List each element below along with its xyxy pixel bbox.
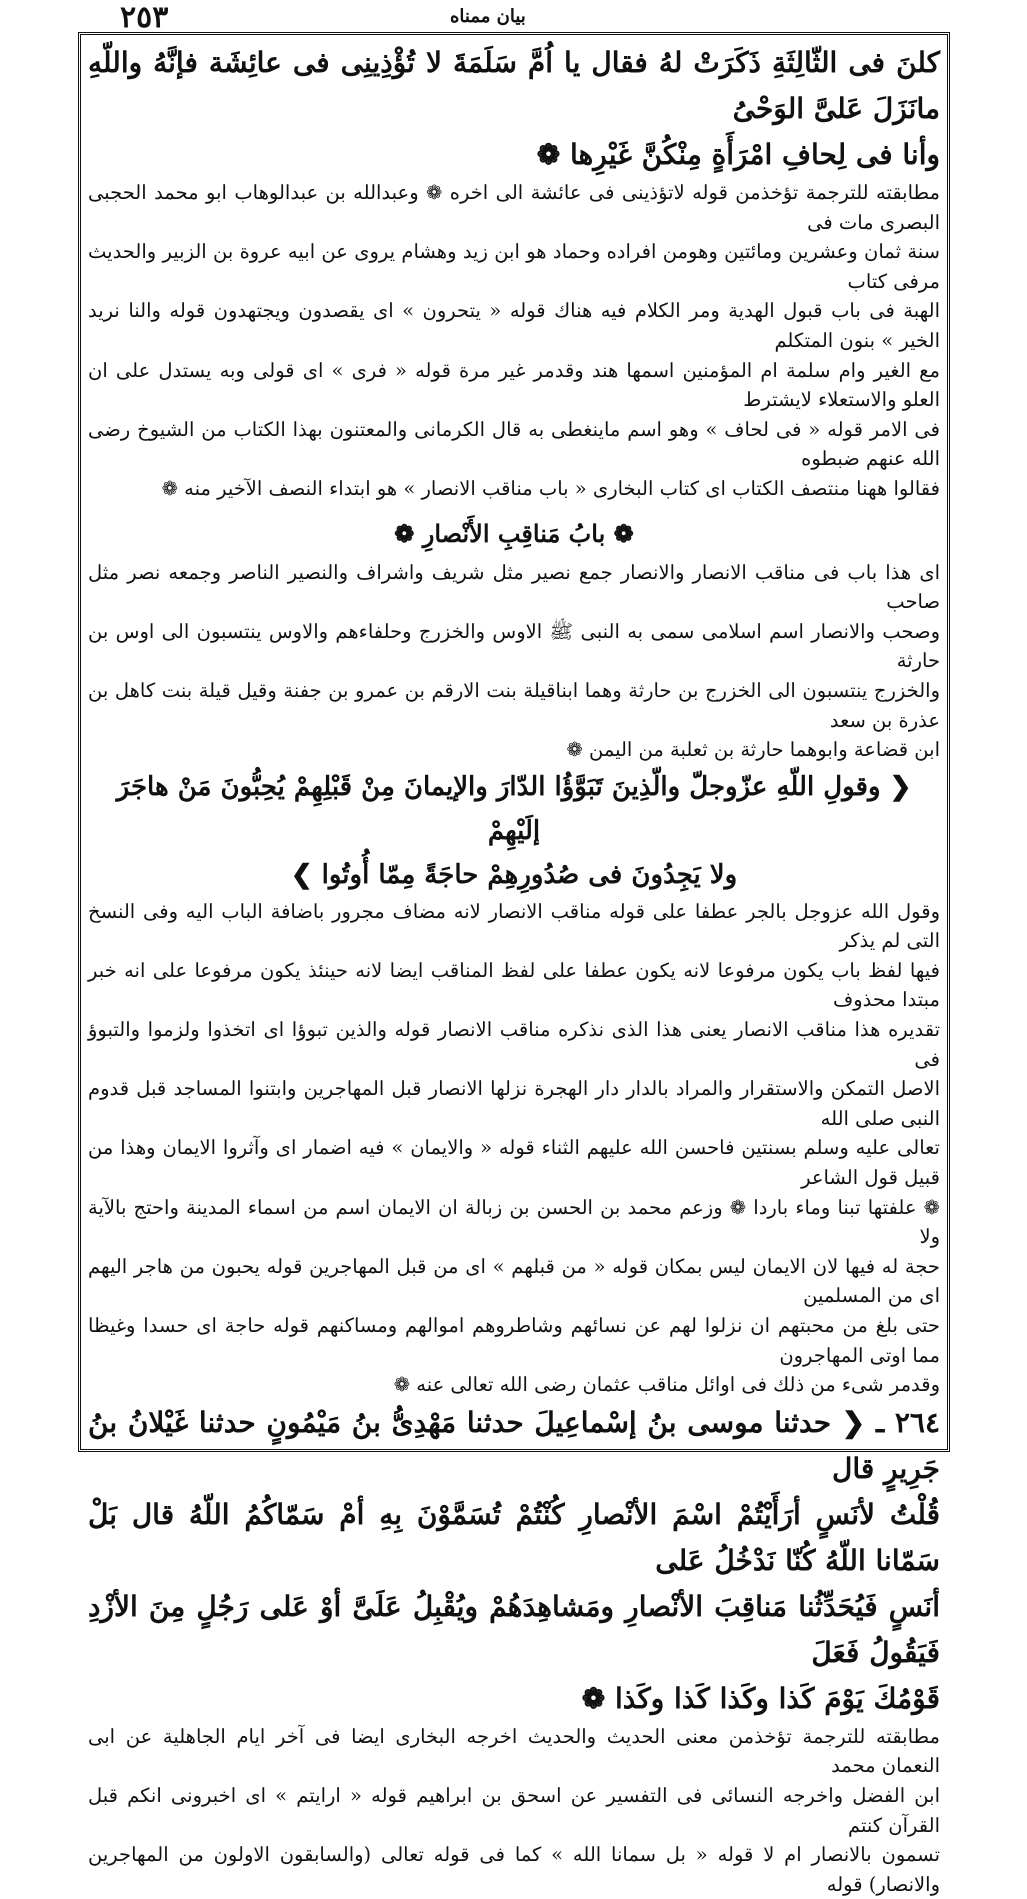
commentary-line: مطابقته للترجمة تؤخذمن معنى الحديث والحديث اخرجه البخارى ايضا فى آخر ايام الجاهلية عن ابى النعمان محمد [88, 1724, 940, 1778]
hadith-line: قَوْمُكَ يَوْمَ كَذا وكَذا كَذا وكَذا ❁ [581, 1681, 940, 1715]
hadith-line: وأنا فى لِحافِ امْرَأَةٍ مِنْكُنَّ غَيْرِها ❁ [536, 138, 940, 171]
commentary-line: وصحب والانصار اسم اسلامى سمى به النبى ﷺ الاوس والخزرج وحلفاءهم والاوس ينتسبون الى اوس بن حارثة [88, 619, 940, 673]
commentary-line: تسمون بالانصار ام لا قوله « بل سمانا الله » كما فى قوله تعالى (والسابقون الاولون من المهاجرين والانصار) قوله [88, 1843, 940, 1896]
commentary-line: فى الامر قوله « فى لحاف » وهو اسم ماينغطى به قال الكرمانى والمعتنون بهذا الكتاب من الشيوخ رضى الله عنهم ضبطوه [88, 417, 940, 471]
page-body [88, 40, 941, 1896]
hadith-text-previous [88, 40, 940, 178]
commentary-line: فيها لفظ باب يكون مرفوعا لانه يكون عطفا على لفظ المناقب ايضا لانه حينئذ يكون مرفوعا على انه خبر مبتدا محذوف [88, 958, 940, 1012]
verse-line: ❮ وقولِ اللّهِ عزّوجلّ والّذِينَ تَبَوَّؤُا الدّارَ والإيمانَ مِنْ قَبْلِهِمْ يُحِبُّونَ مَنْ هاجَرَ إلَيْهِمْ [116, 771, 912, 846]
commentary-line: والخزرج ينتسبون الى الخزرج بن حارثة وهما ابناقيلة بنت الارقم بن عمرو بن جفنة وقيل قيلة بنت كاهل بن عذرة بن سعد [88, 678, 940, 732]
commentary-line: فقالوا ههنا منتصف الكتاب اى كتاب البخارى « باب مناقب الانصار » هو ابتداء النصف الآخير منه ❁ [161, 476, 940, 500]
header-title: بيان ممناه [450, 6, 526, 27]
hadith-line: أنَسٍ فَيُحَدِّثُنا مَناقِبَ الأنْصارِ ومَشاهِدَهُمْ ويُقْبِلُ عَلَىَّ أوْ عَلى رَجُلٍ مِنَ الأزْدِ فَيَقُولُ فَعَلَ [88, 1589, 940, 1669]
commentary-block-2 [88, 558, 940, 765]
commentary-block-1 [88, 178, 940, 504]
quran-verse [88, 765, 940, 897]
commentary-line: حجة له فيها لان الايمان ليس بمكان قوله « من قبلهم » اى من قبل المهاجرين قوله يحبون من هاجر اليهم اى من المسلمين [88, 1254, 940, 1308]
commentary-line: اى هذا باب فى مناقب الانصار والانصار جمع نصير مثل شريف واشراف والنصير الناصر وجمعه نصر مثل صاحب [88, 560, 940, 614]
page-number: ٢٥٣ [120, 0, 169, 35]
hadith-line: ٢٦٤ ـ ❮ حدثنا موسى بنُ إسْماعِيلَ حدثنا مَهْدِىُّ بنُ مَيْمُونٍ حدثنا غَيْلانُ بنُ جَرِيرٍ قال [88, 1405, 941, 1485]
hadith-line: قُلْتُ لأنَسٍ أرَأَيْتُمْ اسْمَ الأنْصارِ كُنْتُمْ تُسَمَّوْنَ بِهِ أمْ سَمّاكُمُ اللّهُ قال بَلْ سَمّانا اللّهُ كُنّا نَدْخُلُ عَلى [88, 1497, 940, 1577]
commentary-line: الهبة فى باب قبول الهدية ومر الكلام فيه هناك قوله « يتحرون » اى يقصدون ويجتهدون قوله والنا نريد الخير » بنون المتكلم [88, 299, 940, 352]
commentary-line: مطابقته للترجمة تؤخذمن قوله لاتؤذينى فى عائشة الى اخره ❁ وعبدالله بن عبدالوهاب ابو محمد الحجبى البصرى مات فى [88, 181, 940, 234]
commentary-block-4 [88, 1722, 940, 1899]
commentary-line: مع الغير وام سلمة ام المؤمنين اسمها هند وقدمر غير مرة قوله « فرى » اى قولى وبه يستدل على ان العلو والاستعلاء لايشترط [88, 358, 940, 412]
hadith-line: كلنَ فى الثّالِثَةِ ذَكَرَتْ لهُ فقال يا اُمَّ سَلَمَةَ لا تُؤْذِينِى فى عائِشَة فإنَّهُ واللّهِ مانَزَلَ عَلىَّ الوَحْىُ [88, 46, 940, 125]
commentary-line: تعالى عليه وسلم بسنتين فاحسن الله عليهم الثناء قوله « والايمان » فيه اضمار اى وآثروا الايمان وهذا من قبيل قول الشاعر [88, 1136, 940, 1190]
commentary-line: وقول الله عزوجل بالجر عطفا على قوله مناقب الانصار لانه مضاف مجرور باضافة الباب اليه وفى النسخ التى لم يذكر [88, 899, 940, 953]
commentary-line: حتى بلغ من محبتهم ان نزلوا لهم عن نسائهم وشاطروهم اموالهم ومساكنهم قوله حاجة اى حسدا وغيظا مما اوتى المهاجرون [88, 1314, 940, 1367]
commentary-block-3 [88, 897, 940, 1400]
commentary-line: الاصل التمكن والاستقرار والمراد بالدار دار الهجرة نزلها الانصار قبل المهاجرين وابتنوا المساجد قبل قدوم النبى صلى الله [88, 1077, 940, 1130]
chapter-heading: ❁ بابُ مَناقِبِ الأَنْصارِ ❁ [394, 518, 634, 548]
running-header [0, 0, 1027, 35]
commentary-line: ابن قضاعة وابوهما حارثة بن ثعلبة من اليمن ❁ [566, 738, 940, 762]
commentary-line: وقدمر شىء من ذلك فى اوائل مناقب عثمان رضى الله تعالى عنه ❁ [393, 1373, 940, 1397]
commentary-line: ابن الفضل واخرجه النسائى فى التفسير عن اسحق بن ابراهيم قوله « ارايتم » اى اخبرونى انكم قبل القرآن كنتم [88, 1783, 940, 1837]
hadith-264 [88, 1400, 940, 1722]
commentary-line: ❁ علفتها تبنا وماء باردا ❁ وزعم محمد بن الحسن بن زبالة ان الايمان اسم من اسماء المدينة واحتج بالآية ولا [88, 1195, 940, 1249]
commentary-line: تقديره هذا مناقب الانصار يعنى هذا الذى نذكره مناقب الانصار قوله والذين تبوؤا اى اتخذوا ولزموا والتبوؤ فى [88, 1018, 940, 1071]
commentary-line: سنة ثمان وعشرين ومائتين وهومن افراده وحماد هو ابن زيد وهشام يروى عن ابيه عروة بن الزبير والحديث مرفى كتاب [88, 240, 940, 293]
verse-line: ولا يَجِدُونَ فى صُدُورِهِمْ حاجَةً مِمّا أُوتُوا ❯ [290, 859, 738, 890]
